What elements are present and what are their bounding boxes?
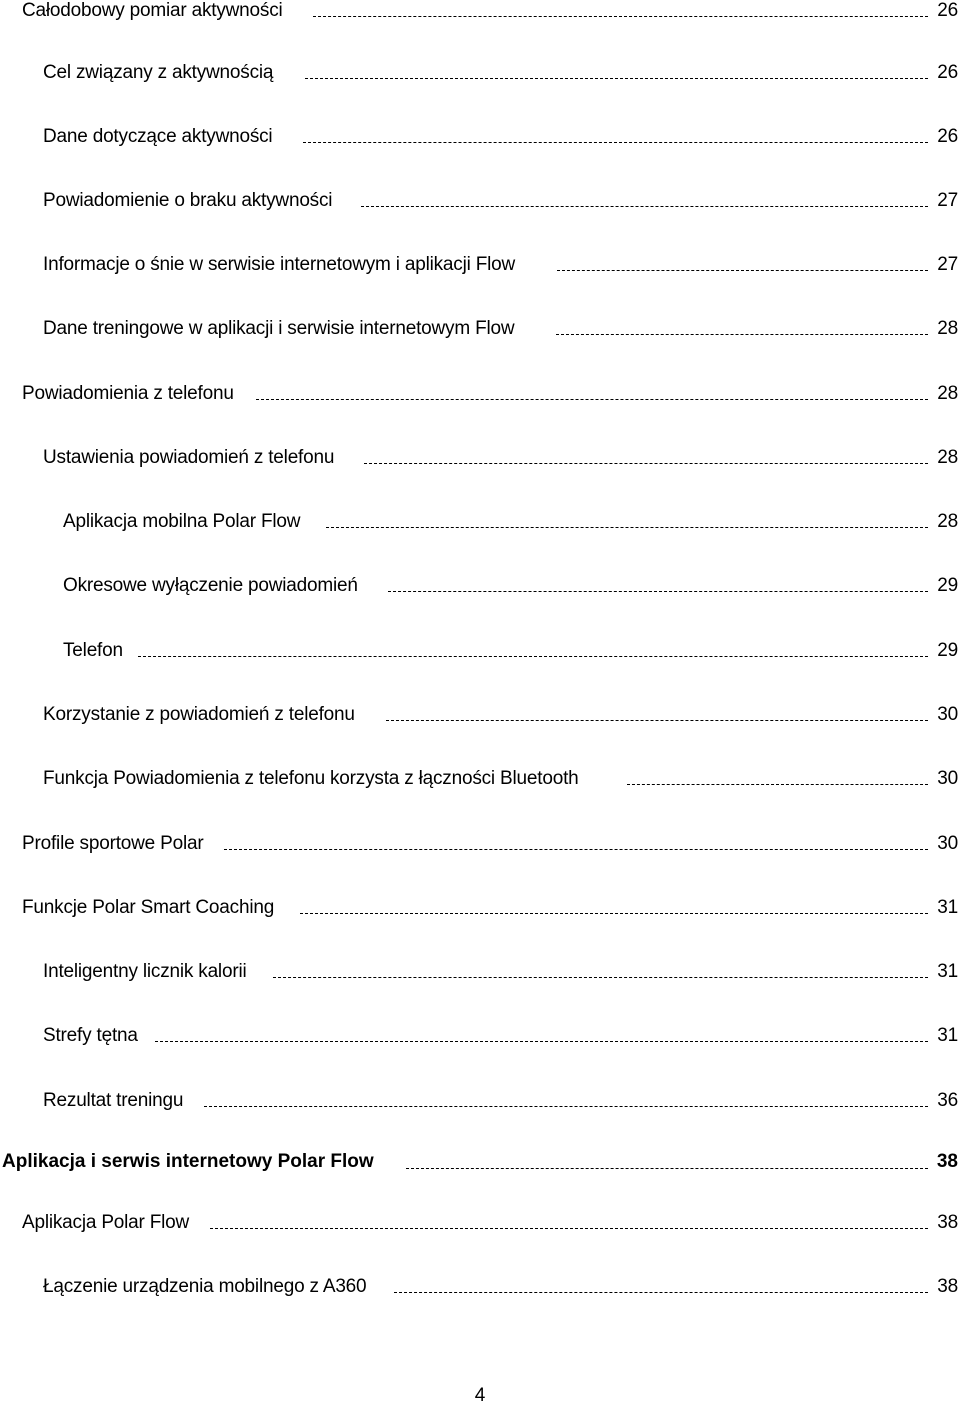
toc-page-number: 26 (937, 62, 958, 83)
toc-page-number: 28 (937, 511, 958, 532)
dot-leader (155, 1041, 928, 1042)
toc-entry-title: Strefy tętna (43, 1025, 138, 1046)
toc-entry[interactable] (0, 704, 958, 734)
dot-leader (305, 78, 928, 79)
toc-entry-title: Okresowe wyłączenie powiadomień (63, 575, 358, 596)
toc-entry[interactable] (0, 961, 958, 991)
dot-leader (138, 656, 928, 657)
dot-leader (406, 1168, 928, 1169)
dot-leader (256, 399, 928, 400)
toc-entry-title: Łączenie urządzenia mobilnego z A360 (43, 1276, 367, 1297)
toc-page-number: 26 (937, 0, 958, 21)
toc-entry[interactable] (0, 1212, 958, 1242)
toc-page-number: 38 (937, 1212, 958, 1233)
toc-entry[interactable] (0, 318, 958, 348)
dot-leader (627, 784, 928, 785)
toc-entry[interactable] (0, 190, 958, 220)
dot-leader (313, 16, 928, 17)
toc-entry-title: Dane dotyczące aktywności (43, 126, 273, 147)
toc-entry-title: Funkcje Polar Smart Coaching (22, 897, 275, 918)
toc-entry-title: Powiadomienia z telefonu (22, 383, 234, 404)
toc-entry-title: Informacje o śnie w serwisie internetowym i aplikacji Flow (43, 254, 516, 275)
toc-entry[interactable] (0, 575, 958, 605)
dot-leader (326, 527, 928, 528)
toc-page-number: 38 (937, 1276, 958, 1297)
toc-entry-title: Telefon (63, 640, 123, 661)
toc-entry[interactable] (0, 447, 958, 477)
toc-entry-title: Powiadomienie o braku aktywności (43, 190, 333, 211)
toc-entry-title: Inteligentny licznik kalorii (43, 961, 247, 982)
toc-entry-title: Funkcja Powiadomienia z telefonu korzysta z łączności Bluetooth (43, 768, 579, 789)
dot-leader (386, 720, 928, 721)
toc-entry-title: Aplikacja mobilna Polar Flow (63, 511, 301, 532)
page-number-footer: 4 (474, 1385, 486, 1406)
toc-page-number: 30 (937, 768, 958, 789)
toc-page-number: 26 (937, 126, 958, 147)
toc-entry[interactable] (0, 640, 958, 670)
toc-page-number: 31 (937, 961, 958, 982)
toc-entry[interactable] (0, 126, 958, 156)
toc-entry[interactable] (0, 833, 958, 863)
toc-page-number: 27 (937, 254, 958, 275)
toc-entry[interactable] (0, 768, 958, 798)
toc-page-number: 28 (937, 318, 958, 339)
toc-entry[interactable] (0, 1025, 958, 1055)
toc-page-number: 36 (937, 1090, 958, 1111)
dot-leader (556, 334, 928, 335)
toc-entry[interactable] (0, 0, 958, 30)
dot-leader (204, 1106, 928, 1107)
toc-entry[interactable] (0, 897, 958, 927)
dot-leader (300, 913, 928, 914)
dot-leader (303, 142, 928, 143)
toc-entry-title: Aplikacja i serwis internetowy Polar Flow (2, 1151, 374, 1172)
toc-page-number: 31 (937, 1025, 958, 1046)
toc-page-number: 30 (937, 833, 958, 854)
toc-page-number: 31 (937, 897, 958, 918)
toc-entry-title: Cel związany z aktywnością (43, 62, 274, 83)
toc-entry-title: Dane treningowe w aplikacji i serwisie internetowym Flow (43, 318, 515, 339)
toc-entry[interactable] (0, 511, 958, 541)
toc-entry[interactable] (0, 383, 958, 413)
toc-entry[interactable] (0, 1276, 958, 1306)
toc-entry-title: Całodobowy pomiar aktywności (22, 0, 283, 21)
dot-leader (364, 463, 928, 464)
toc-page-number: 28 (937, 383, 958, 404)
dot-leader (361, 206, 928, 207)
toc-entry-title: Ustawienia powiadomień z telefonu (43, 447, 335, 468)
dot-leader (210, 1228, 928, 1229)
toc-page-number: 27 (937, 190, 958, 211)
toc-entry-title: Korzystanie z powiadomień z telefonu (43, 704, 355, 725)
toc-page-number: 29 (937, 640, 958, 661)
toc-entry-title: Profile sportowe Polar (22, 833, 204, 854)
toc-page-number: 38 (936, 1151, 958, 1172)
toc-entry[interactable] (0, 1090, 958, 1120)
toc-entry-title: Aplikacja Polar Flow (22, 1212, 190, 1233)
toc-page-number: 29 (937, 575, 958, 596)
toc-page-number: 28 (937, 447, 958, 468)
dot-leader (388, 591, 928, 592)
dot-leader (224, 849, 928, 850)
toc-entry[interactable] (0, 254, 958, 284)
toc-page-number: 30 (937, 704, 958, 725)
dot-leader (557, 270, 928, 271)
dot-leader (273, 977, 928, 978)
dot-leader (394, 1292, 928, 1293)
toc-entry[interactable] (0, 62, 958, 92)
toc-entry-title: Rezultat treningu (43, 1090, 184, 1111)
toc-entry-chapter[interactable] (0, 1151, 958, 1181)
